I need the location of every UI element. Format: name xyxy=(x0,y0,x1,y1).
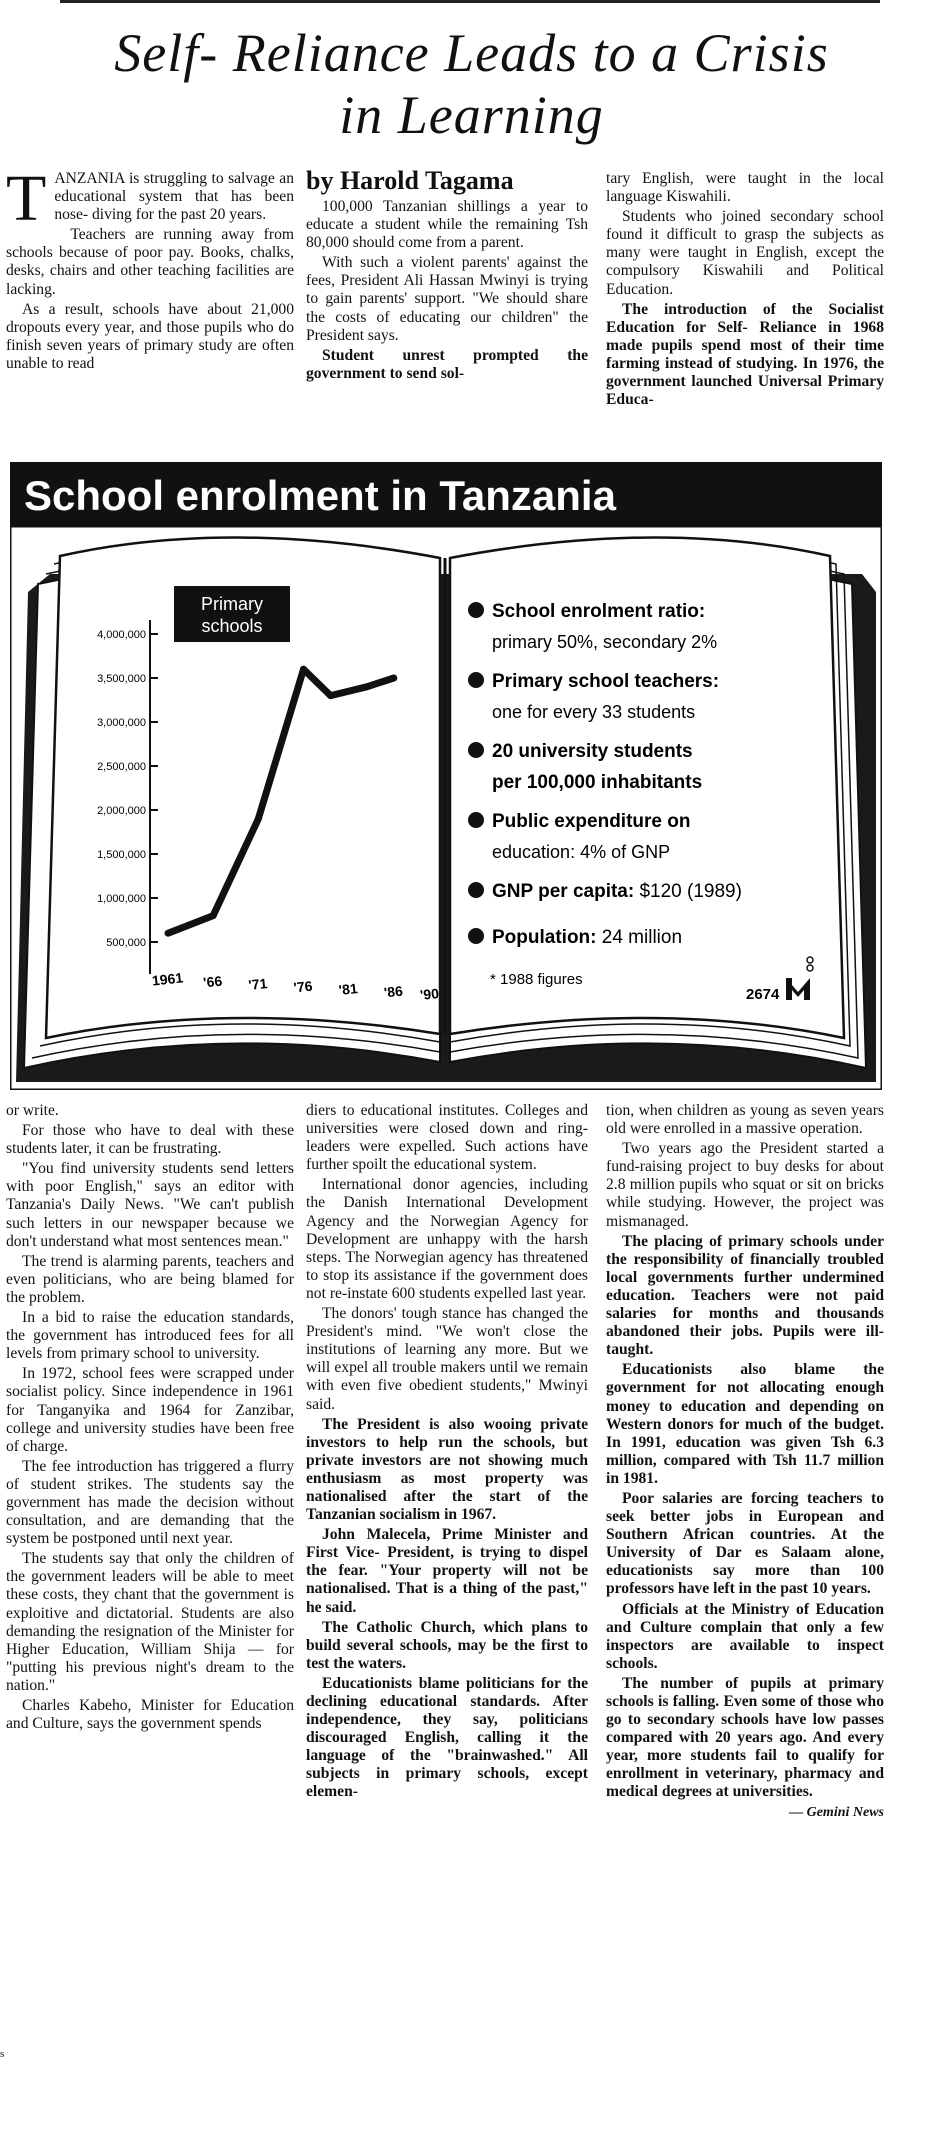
data-point xyxy=(363,683,370,690)
top-column-2 xyxy=(306,166,588,454)
bottom-column-3 xyxy=(606,1102,884,2052)
paragraph: The Catholic Church, which plans to build several schools, may be the first to test the waters. xyxy=(306,1618,588,1672)
y-tick-label: 4,000,000 xyxy=(97,629,146,641)
paragraph: Educationists blame politicians for the declining educational standards. After independence, they say, politicians discouraged English, calling it the language of the "brainwashed." All subjects in primary schools, except elemen- xyxy=(306,1674,588,1801)
y-tick-label: 3,500,000 xyxy=(97,673,146,685)
paragraph: The fee introduction has triggered a flurry of student strikes. The students say the government has made the decision without consultation, and are demanding that the system be postponed until next year. xyxy=(6,1457,294,1548)
chart-label-line-1: Primary xyxy=(201,594,263,614)
fact-6-heading: Population: xyxy=(492,927,597,948)
bottom-column-1 xyxy=(6,1102,294,2050)
headline-line-1: Self- Reliance Leads to a Crisis xyxy=(114,23,829,83)
fact-1-heading: School enrolment ratio: xyxy=(492,601,706,622)
paragraph: "You find university students send letters with poor English," says an editor with Tanzania's Daily News. "We can't publish such letters in our newspaper because we don't understand what most sentences mean." xyxy=(6,1160,294,1250)
lead-paragraph xyxy=(6,170,294,235)
enrolment-graphic xyxy=(10,462,882,1090)
fact-6-text: 24 million xyxy=(596,927,683,948)
paragraph: Students who joined secondary school found it difficult to grasp the subjects as many were taught in English, except the compulsory Kiswahili and Political Education. xyxy=(606,208,884,298)
lead-text: ANZANIA is struggling to salvage an educational system that has been nose- diving for the past 20 years. xyxy=(54,170,294,224)
fact-2-text: one for every 33 students xyxy=(492,702,696,722)
paragraph: The students say that only the children of the government leaders will be able to meet these costs, they chant that the government is exploitive and dictatorial. Students are also demanding the resignation of the Minister for Higher Education, William Shija — for "putting his previous night's dream to the nation." xyxy=(6,1550,294,1694)
chart-label-line-2: schools xyxy=(201,616,263,636)
x-tick-label: '76 xyxy=(292,977,314,996)
paragraph: The number of pupils at primary schools is falling. Even some of those who go to secondary schools have low passes compared with 20 years ago. And every year, more students fail to qualify for enrollment in veterinary, pharmacy and medical degrees at universities. xyxy=(606,1674,884,1801)
footnote: * 1988 figures xyxy=(490,971,583,988)
y-tick-label: 1,500,000 xyxy=(97,849,146,861)
bullet-icon xyxy=(468,882,484,898)
bullet-icon xyxy=(468,672,484,688)
paragraph: As a result, schools have about 21,000 dropouts every year, and those pupils who do finish seven years of primary study are often unable to read xyxy=(6,300,294,372)
fact-5-heading: GNP per capita: xyxy=(492,881,635,902)
paragraph: With such a violent parents' against the fees, President Ali Hassan Mwinyi is trying to gain parents' support. "We should share the costs of educating our children" the President says. xyxy=(306,254,588,344)
x-tick-label: '86 xyxy=(383,982,404,1001)
y-tick-label: 2,500,000 xyxy=(97,761,146,773)
paragraph: Student unrest prompted the government to send sol- xyxy=(306,346,588,382)
dropcap: T xyxy=(6,170,47,235)
y-tick-label: 2,000,000 xyxy=(97,805,146,817)
data-point xyxy=(165,930,172,937)
bullet-icon xyxy=(468,928,484,944)
x-tick-label: 1961 xyxy=(151,969,184,989)
paragraph: The placing of primary schools under the responsibility of financially troubled local governments further undermined education. Teachers were not paid salaries for months and thousands abandoned their jobs. Pupils were ill- taught. xyxy=(606,1232,884,1359)
bullet-icon xyxy=(468,602,484,618)
paragraph: Teachers are running away from schools because of poor pay. Books, chalks, desks, chairs and other teaching facilities are lacking. xyxy=(6,226,294,298)
fact-4-heading: Public expenditure on xyxy=(492,811,691,832)
paragraph: Poor salaries are forcing teachers to seek better jobs in European and Southern African countries. At the University of Dar es Salaam alone, educationists say more than 100 professors have left in the past 10 years. xyxy=(606,1489,884,1598)
bottom-column-2 xyxy=(306,1102,588,2050)
paragraph: or write. xyxy=(6,1102,59,1119)
paragraph: For those who have to deal with these students later, it can be frustrating. xyxy=(6,1122,294,1158)
edge-mark: s xyxy=(0,2048,5,2060)
paragraph: In a bid to raise the education standards, the government has introduced fees for all levels from primary school to university. xyxy=(6,1309,294,1363)
paragraph: Two years ago the President started a fund-raising project to buy desks for about 2.8 million pupils who squat or sit on bricks while studying. However, the project was mismanaged. xyxy=(606,1140,884,1230)
top-rule xyxy=(60,0,880,7)
fact-4-text: education: 4% of GNP xyxy=(492,842,671,862)
fact-2-heading: Primary school teachers: xyxy=(492,671,720,692)
data-point xyxy=(210,912,217,919)
headline-line-2: in Learning xyxy=(339,85,604,145)
enrolment-graphic-svg xyxy=(10,462,882,1090)
x-tick-label: '81 xyxy=(337,980,359,998)
data-point xyxy=(300,666,307,673)
y-tick-label: 500,000 xyxy=(106,937,146,949)
x-tick-label: '90 xyxy=(419,985,440,1003)
fact-5-text: $120 (1989) xyxy=(634,881,742,902)
paragraph: The donors' tough stance has changed the President's mind. "We won't close the institutions of learning any more. But we will expel all trouble makers until we remain with even five obedient students," Mwinyi said. xyxy=(306,1305,588,1413)
top-column-3 xyxy=(606,170,884,454)
data-point xyxy=(327,692,334,699)
top-column-1 xyxy=(6,170,294,454)
bullet-icon xyxy=(468,742,484,758)
graphic-title: School enrolment in Tanzania xyxy=(24,472,616,519)
paragraph: The trend is alarming parents, teachers and even politicians, who are being blamed for the problem. xyxy=(6,1252,294,1306)
y-tick-label: 1,000,000 xyxy=(97,893,146,905)
y-tick-label: 3,000,000 xyxy=(97,717,146,729)
graphic-code: 2674 xyxy=(746,986,780,1003)
data-point xyxy=(255,815,262,822)
paragraph: 100,000 Tanzanian shillings a year to educate a student while the remaining Tsh 80,000 should come from a parent. xyxy=(306,198,588,252)
paragraph: Educationists also blame the government for not allocating enough money to education and depending on Western donors for much of the budget. In 1991, education was given Tsh 6.3 million, compared with Tsh 11.7 million in 1981. xyxy=(606,1361,884,1487)
fact-5-line xyxy=(492,881,742,902)
byline: by Harold Tagama xyxy=(306,166,514,195)
x-tick-label: '66 xyxy=(202,972,223,991)
paragraph: The introduction of the Socialist Education for Self- Reliance in 1968 made pupils spend most of their time farming instead of studying. In 1976, the government launched Universal Primary Educa- xyxy=(606,300,884,409)
paragraph: Officials at the Ministry of Education and Culture complain that only a few inspectors are available to inspect schools. xyxy=(606,1600,884,1672)
paragraph: diers to educational institutes. Colleges and universities were closed down and ring-leaders were expelled. Such actions have further spoilt the educational system. xyxy=(306,1102,588,1174)
bullet-icon xyxy=(468,812,484,828)
x-tick-label: '71 xyxy=(247,975,269,993)
data-point xyxy=(390,675,397,682)
fact-3-text: per 100,000 inhabitants xyxy=(492,772,703,793)
headline xyxy=(0,22,943,146)
paragraph: Charles Kabeho, Minister for Education and Culture, says the government spends xyxy=(6,1697,294,1733)
fact-1-text: primary 50%, secondary 2% xyxy=(492,632,718,652)
fact-3-heading: 20 university students xyxy=(492,741,693,762)
paragraph: The President is also wooing private investors to help run the schools, but private investors are not showing much enthusiasm as most property was nationalised after the start of the Tanzanian socialism in 1967. xyxy=(306,1415,588,1524)
paragraph: John Malecela, Prime Minister and First Vice- President, is trying to dispel the fear. "Your property will not be nationalised. That is a thing of the past," he said. xyxy=(306,1526,588,1616)
paragraph: International donor agencies, including the Danish International Development Agency and the Norwegian Agency for Development are unhappy with the harsh steps. The Norwegian agency has threatened to stop its assistance if the government does not re-instate 600 students expelled last year. xyxy=(306,1176,588,1302)
fact-6-line xyxy=(492,927,682,948)
signoff: — Gemini News xyxy=(789,1804,884,1820)
paragraph: tion, when children as young as seven years old were enrolled in a massive operation. xyxy=(606,1102,884,1138)
paragraph: tary English, were taught in the local language Kiswahili. xyxy=(606,170,884,206)
paragraph: In 1972, school fees were scrapped under socialist policy. Since independence in 1961 for Tanganyika and 1964 for Zanzibar, college and university studies have been free of charge. xyxy=(6,1365,294,1455)
